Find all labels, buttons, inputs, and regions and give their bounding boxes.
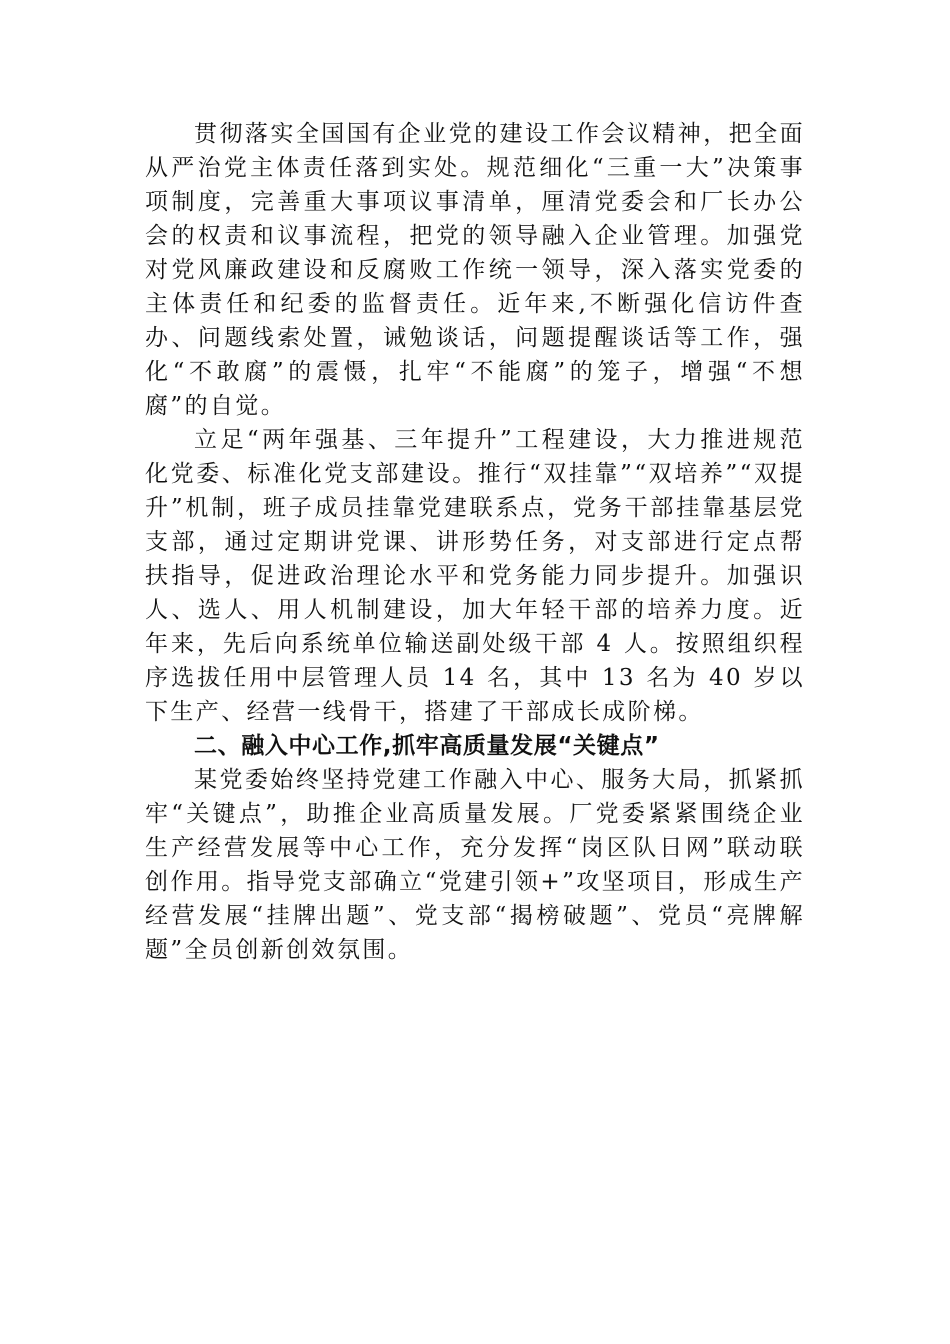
paragraph-central-work: 某党委始终坚持党建工作融入中心、服务大局，抓紧抓牢“关键点”，助推企业高质量发展。厂党委紧紧围绕企业生产经营发展等中心工作，充分发挥“岗区队日网”联动联创作用。指导党支部确立“党建引领+”攻坚项目，形成生产经营发展“挂牌出题”、党支部“揭榜破题”、党员“亮牌解题”全员创新创效氛围。 — [145, 767, 805, 963]
paragraph-party-responsibility: 贯彻落实全国国有企业党的建设工作会议精神，把全面从严治党主体责任落到实处。规范细化“三重一大”决策事项制度，完善重大事项议事清单，厘清党委会和厂长办公会的权责和议事流程，把党的领导融入企业管理。加强党对党风廉政建设和反腐败工作统一领导，深入落实党委的主体责任和纪委的监督责任。近年来,不断强化信访件查办、问题线索处置，诫勉谈话，问题提醒谈话等工作，强化“不敢腐”的震慑，扎牢“不能腐”的笼子，增强“不想腐”的自觉。 — [145, 121, 805, 419]
paragraph-cadre-building: 立足“两年强基、三年提升”工程建设，大力推进规范化党委、标准化党支部建设。推行“双挂靠”“双培养”“双提升”机制，班子成员挂靠党建联系点，党务干部挂靠基层党支部，通过定期讲党课、讲形势任务，对支部进行定点帮扶指导，促进政治理论水平和党务能力同步提升。加强识人、选人、用人机制建设，加大年轻干部的培养力度。近年来，先后向系统单位输送副处级干部 4 人。按照组织程序选拔任用中层管理人员 14 名，其中 13 名为 40 岁以下生产、经营一线骨干，搭建了干部成长成阶梯。 — [145, 427, 805, 725]
document-body — [145, 117, 805, 967]
section-heading: 二、融入中心工作,抓牢高质量发展“关键点” — [194, 733, 660, 759]
